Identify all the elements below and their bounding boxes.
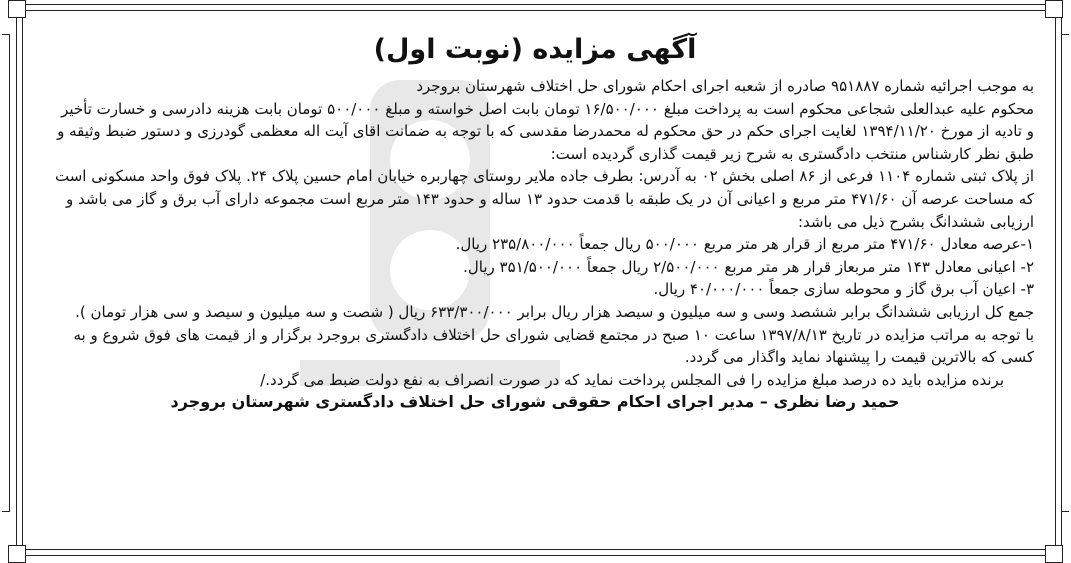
signature-line: حمید رضا نظری – مدیر اجرای احکام حقوقی شورای حل اختلاف دادگستری شهرستان بروجرد <box>170 392 900 412</box>
paragraph-line: به موجب اجرائیه شماره ۹۵۱۸۸۷ صادره از شعبه اجرای احکام شورای حل اختلاف شهرستان بروجرد <box>416 77 1034 95</box>
paragraph-line: محکوم علیه عبدالعلی شجاعی محکوم است به پرداخت مبلغ ۱۶/۵۰۰/۰۰۰ تومان بابت اصل خواسته و مبلغ ۵۰۰/۰۰۰ تومان بابت هزینه دادرسی و خسارت تأخیر <box>61 99 1034 118</box>
paragraph-line: و تادیه از مورخ ۱۳۹۴/۱۱/۲۰ لغایت اجرای حکم در حق محکوم له محمدرضا مقدسی که با توجه به ضمانت اقای آیت اله معظمی گودرزی و دستور ضبط وثیقه و <box>57 122 1034 141</box>
corner-ornament <box>1045 0 1063 18</box>
notice-title: آگهی مزایده (نوبت اول) <box>373 34 697 65</box>
side-bracket-left <box>2 34 10 512</box>
paragraph-line: ۳- اعیان آب برق گاز و محوطه سازی جمعاً ۴۰/۰۰۰/۰۰۰ ریال. <box>653 280 1034 299</box>
paragraph-line: جمع کل ارزیابی ششدانگ برابر ششصد وسی و سه میلیون و سیصد هزار ریال برابر ۶۳۳/۳۰۰/۰۰۰ ریال ( شصت و سه میلیون و سیصد و سی هزار تومان ). <box>75 302 1034 321</box>
notice-content <box>36 14 1034 550</box>
paragraph-line: ارزیابی ششدانگ بشرح ذیل می باشد: <box>797 212 1034 231</box>
corner-ornament <box>1045 545 1063 563</box>
paragraph-line: طبق نظر کارشناس منتخب دادگستری به شرح زیر قیمت گذاری گردیده است: <box>550 144 1034 163</box>
paragraph-line: که مساحت عرصه آن ۴۷۱/۶۰ متر مربع و اعیانی آن در یک طبقه با قدمت حدود ۱۳ ساله و حدود ۱۴۳ متر مربع است مجموعه دارای آب برق و گاز می باشد و <box>66 189 1034 208</box>
paragraph-line: با توجه به مراتب مزایده در تاریخ ۱۳۹۷/۸/۱۳ ساعت ۱۰ صبح در مجتمع قضایی شورای حل اختلاف دادگستری بروجرد برگزار و از قیمت های فوق شروع و به <box>73 325 1034 344</box>
corner-ornament <box>8 545 26 563</box>
paragraph-line: ۱-عرصه معادل ۴۷۱/۶۰ متر مربع از قرار هر متر مربع ۵۰۰/۰۰۰ ریال جمعاً ۲۳۵/۸۰۰/۰۰۰ ریال. <box>455 235 1034 254</box>
paragraph-line: ۲- اعیانی معادل ۱۴۳ متر مربعاز قرار هر متر مربع ۲/۵۰۰/۰۰۰ ریال جمعاً ۳۵۱/۵۰۰/۰۰۰ ریال. <box>463 257 1034 276</box>
paragraph-line: از پلاک ثبتی شماره ۱۱۰۴ فرعی از ۸۶ اصلی بخش ۰۲ به آدرس: بطرف جاده ملایر روستای چهاربره خیابان امام حسین پلاک ۲۴. پلاک فوق واحد مسکونی است <box>54 167 1034 186</box>
corner-ornament <box>8 0 26 18</box>
side-bracket-right <box>1061 34 1069 512</box>
notice-body <box>36 75 1034 391</box>
paragraph-line: کسی که بالاترین قیمت را پیشنهاد نماید واگذار می گردد. <box>684 348 1034 367</box>
paragraph-line: برنده مزایده باید ده درصد مبلغ مزایده را فی المجلس پرداخت نماید که در صورت انصراف به نفع دولت ضبط می گردد./ <box>260 370 1004 389</box>
